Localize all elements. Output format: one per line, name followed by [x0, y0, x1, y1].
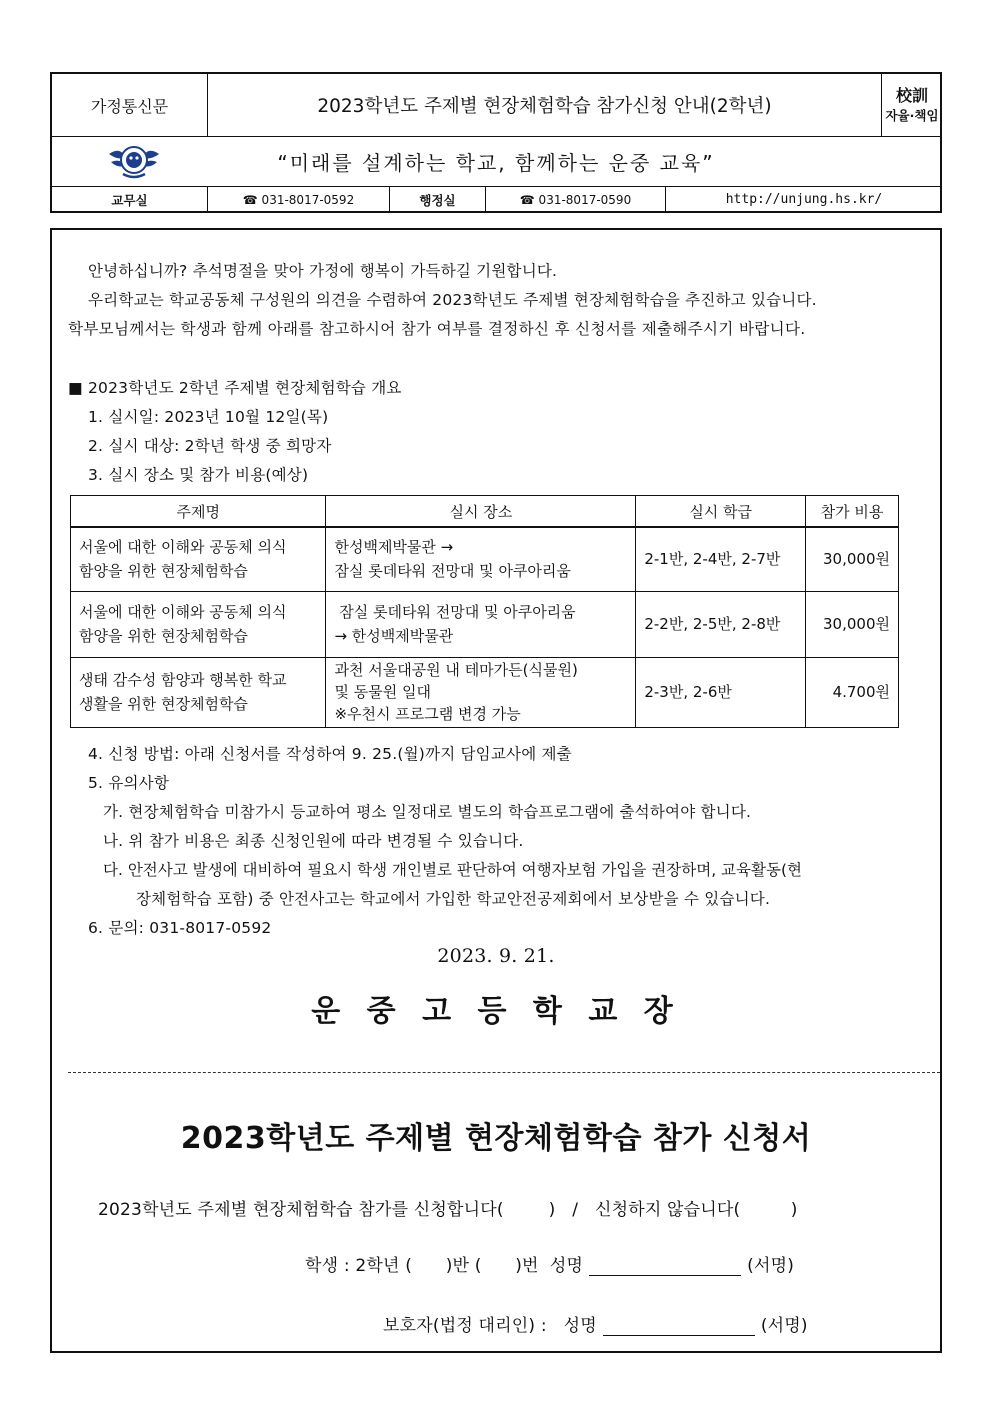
table-row	[71, 657, 899, 727]
student-label: 학생 : 2학년 ( )반 ( )번 성명	[305, 1256, 584, 1276]
letter-header	[50, 72, 942, 213]
detail-item-4: 4. 신청 방법: 아래 신청서를 작성하여 9. 25.(월)까지 담임교사에 제출	[88, 745, 572, 763]
cost-cell: 30,000원	[806, 527, 899, 591]
school-website-link[interactable]: http://unjung.hs.kr/	[725, 192, 883, 207]
cut-line	[68, 1072, 940, 1073]
detail-item-6: 6. 문의: 031-8017-0592	[88, 919, 272, 937]
overview-item-2: 2. 실시 대상: 2학년 학생 중 희망자	[88, 437, 332, 455]
place-cell: 과천 서울대공원 내 테마가든(식물원) 및 동물원 일대 ※우천시 프로그램 변경 가능	[326, 657, 636, 727]
table-header-row	[71, 496, 899, 528]
intro-line-2: 우리학교는 학교공동체 구성원의 의견을 수렴하여 2023학년도 주제별 현장체험학습을 추진하고 있습니다.	[88, 291, 817, 309]
letter-date: 2023. 9. 21.	[437, 945, 555, 967]
motto-text: 자율·책임	[885, 108, 939, 123]
header-cost: 참가 비용	[806, 496, 899, 528]
note-c-line-2: 장체험학습 포함) 중 안전사고는 학교에서 가입한 학교안전공제회에서 보상받을 수 있습니다.	[136, 890, 771, 908]
school-slogan: “미래를 설계하는 학교, 함께하는 운중 교육”	[277, 150, 715, 175]
guardian-sign-label: (서명)	[760, 1316, 808, 1336]
note-a: 가. 현장체험학습 미참가시 등교하여 평소 일정대로 별도의 학습프로그램에 출석하여야 합니다.	[103, 803, 752, 821]
place-cell: 한성백제박물관 → 잠실 롯데타워 전망대 및 아쿠아리움	[326, 527, 636, 591]
student-name-field[interactable]	[589, 1257, 741, 1276]
office1-phone: ☎ 031-8017-0592	[208, 186, 390, 213]
office1-label: 교무실	[52, 186, 208, 213]
cost-cell: 30,000원	[806, 591, 899, 657]
topic-cell: 생태 감수성 함양과 행복한 학교 생활을 위한 현장체험학습	[71, 657, 326, 727]
note-b: 나. 위 참가 비용은 최종 신청인원에 따라 변경될 수 있습니다.	[103, 832, 524, 850]
classes-cell: 2-2반, 2-5반, 2-8반	[636, 591, 806, 657]
guardian-label: 보호자(법정 대리인) : 성명	[383, 1316, 597, 1336]
form-title: 2023학년도 주제별 현장체험학습 참가 신청서	[180, 1121, 812, 1156]
overview-item-3: 3. 실시 장소 및 참가 비용(예상)	[88, 466, 309, 484]
table-row	[71, 591, 899, 657]
apply-choice-line[interactable]: 2023학년도 주제별 현장체험학습 참가를 신청합니다( ) / 신청하지 않습니다( )	[98, 1200, 798, 1220]
principal-signature: 운 중 고 등 학 교 장	[311, 994, 681, 1029]
place-cell: 잠실 롯데타워 전망대 및 아쿠아리움 → 한성백제박물관	[326, 591, 636, 657]
detail-item-5: 5. 유의사항	[88, 774, 170, 792]
intro-line-3: 학부모님께서는 학생과 함께 아래를 참고하시어 참가 여부를 결정하신 후 신청서를 제출해주시기 바랍니다.	[68, 320, 806, 338]
motto-label: 校訓	[895, 86, 928, 105]
office2-label: 행정실	[390, 186, 486, 213]
student-sign-line[interactable]	[305, 1251, 794, 1276]
office2-phone: ☎ 031-8017-0590	[486, 186, 666, 213]
overview-item-1: 1. 실시일: 2023년 10월 12일(목)	[88, 408, 329, 426]
topic-cell: 서울에 대한 이해와 공동체 의식 함양을 위한 현장체험학습	[71, 591, 326, 657]
classes-cell: 2-1반, 2-4반, 2-7반	[636, 527, 806, 591]
guardian-name-field[interactable]	[603, 1317, 755, 1336]
classes-cell: 2-3반, 2-6반	[636, 657, 806, 727]
header-topic: 주제명	[71, 496, 326, 528]
cost-cell: 4.700원	[806, 657, 899, 727]
school-motto	[882, 74, 942, 136]
header-place: 실시 장소	[326, 496, 636, 528]
guardian-sign-line[interactable]	[383, 1311, 808, 1336]
trip-plan-table	[70, 495, 899, 728]
letter-title: 2023학년도 주제별 현장체험학습 참가신청 안내(2학년)	[208, 74, 882, 136]
header-classes: 실시 학급	[636, 496, 806, 528]
overview-heading: ■ 2023학년도 2학년 주제별 현장체험학습 개요	[68, 379, 402, 397]
topic-cell: 서울에 대한 이해와 공동체 의식 함양을 위한 현장체험학습	[71, 527, 326, 591]
table-row	[71, 527, 899, 591]
student-sign-label: (서명)	[747, 1256, 795, 1276]
doc-type: 가정통신문	[52, 74, 208, 136]
note-c-line-1: 다. 안전사고 발생에 대비하여 필요시 학생 개인별로 판단하여 여행자보험 가입을 권장하며, 교육활동(현	[103, 861, 802, 879]
intro-line-1: 안녕하십니까? 추석명절을 맞아 가정에 행복이 가득하길 기원합니다.	[88, 262, 558, 280]
